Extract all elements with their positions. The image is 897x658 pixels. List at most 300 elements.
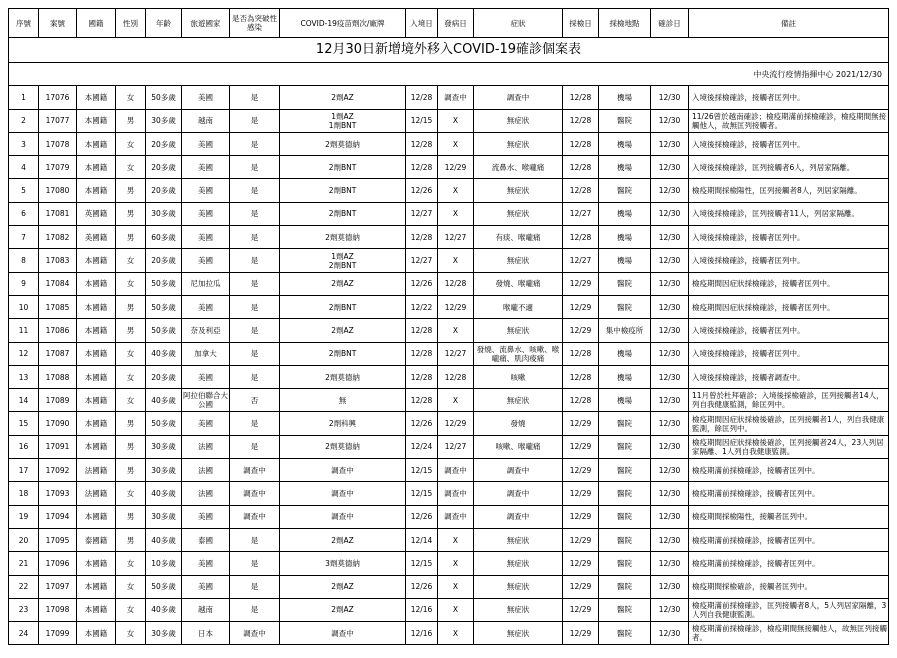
confirm-date: 12/30	[651, 319, 689, 342]
table-row	[9, 249, 889, 272]
vaccine: 無	[280, 389, 406, 412]
entry-date: 12/24	[406, 435, 438, 458]
sex: 女	[116, 575, 146, 598]
age-group: 30多歲	[146, 109, 182, 132]
travel-country: 阿拉伯聯合大公國	[182, 389, 230, 412]
onset-date: 12/29	[438, 412, 474, 435]
test-date: 12/29	[563, 435, 599, 458]
sex: 男	[116, 528, 146, 551]
row-number: 10	[9, 295, 39, 318]
test-date: 12/28	[563, 86, 599, 109]
nationality: 法國籍	[77, 482, 116, 505]
age-group: 30多歲	[146, 202, 182, 225]
breakthrough: 否	[230, 389, 280, 412]
case-id: 17091	[39, 435, 77, 458]
remarks: 檢疫期間採檢確診，接觸者匡列中。	[689, 575, 889, 598]
sex: 女	[116, 598, 146, 621]
entry-date: 12/26	[406, 179, 438, 202]
column-header: 入境日	[406, 9, 438, 38]
test-date: 12/29	[563, 319, 599, 342]
vaccine: 2劑AZ	[280, 528, 406, 551]
travel-country: 越南	[182, 109, 230, 132]
test-place: 醫院	[599, 295, 651, 318]
sex: 女	[116, 272, 146, 295]
symptoms: 無症狀	[474, 622, 563, 645]
nationality: 本國籍	[77, 435, 116, 458]
case-id: 17098	[39, 598, 77, 621]
confirm-date: 12/30	[651, 552, 689, 575]
age-group: 30多歲	[146, 622, 182, 645]
travel-country: 美國	[182, 365, 230, 388]
symptoms: 調查中	[474, 482, 563, 505]
sex: 男	[116, 295, 146, 318]
test-place: 機場	[599, 156, 651, 179]
test-place: 醫院	[599, 552, 651, 575]
entry-date: 12/14	[406, 528, 438, 551]
age-group: 20多歲	[146, 365, 182, 388]
entry-date: 12/28	[406, 389, 438, 412]
travel-country: 美國	[182, 86, 230, 109]
age-group: 40多歲	[146, 389, 182, 412]
table-row	[9, 319, 889, 342]
remarks: 檢疫期間採檢陽性，接觸者匡列中。	[689, 505, 889, 528]
onset-date: X	[438, 598, 474, 621]
test-date: 12/28	[563, 109, 599, 132]
onset-date: X	[438, 202, 474, 225]
breakthrough: 是	[230, 435, 280, 458]
case-id: 17086	[39, 319, 77, 342]
symptoms: 發燒、流鼻水、咳嗽、喉嚨痛、肌肉痠痛	[474, 342, 563, 365]
remarks: 入境後採檢確診，匡列接觸者6人，列居家隔離。	[689, 156, 889, 179]
remarks: 檢疫期間因症狀採檢後確診，匡列接觸者24人，23人列居家隔離、1人列自我健康監測。	[689, 435, 889, 458]
row-number: 16	[9, 435, 39, 458]
breakthrough: 是	[230, 109, 280, 132]
sex: 女	[116, 552, 146, 575]
source-line: 中央流行疫情指揮中心 2021/12/30	[9, 63, 889, 86]
case-id: 17094	[39, 505, 77, 528]
onset-date: X	[438, 132, 474, 155]
vaccine: 2劑AZ	[280, 86, 406, 109]
nationality: 本國籍	[77, 365, 116, 388]
test-date: 12/27	[563, 249, 599, 272]
vaccine: 2劑科興	[280, 412, 406, 435]
remarks: 檢疫期間因症狀採檢後確診，匡列接觸者1人，列自我健康監測，餘匡列中。	[689, 412, 889, 435]
nationality: 本國籍	[77, 179, 116, 202]
test-date: 12/29	[563, 575, 599, 598]
table-row	[9, 342, 889, 365]
confirm-date: 12/30	[651, 412, 689, 435]
table-row	[9, 389, 889, 412]
age-group: 20多歲	[146, 132, 182, 155]
table-row	[9, 295, 889, 318]
row-number: 23	[9, 598, 39, 621]
onset-date: X	[438, 552, 474, 575]
row-number: 24	[9, 622, 39, 645]
case-id: 17082	[39, 226, 77, 249]
breakthrough: 是	[230, 575, 280, 598]
confirm-date: 12/30	[651, 622, 689, 645]
confirm-date: 12/30	[651, 482, 689, 505]
table-row	[9, 505, 889, 528]
table-row	[9, 482, 889, 505]
sex: 男	[116, 505, 146, 528]
remarks: 入境後採檢確診，接觸者調查中。	[689, 365, 889, 388]
test-date: 12/28	[563, 156, 599, 179]
travel-country: 美國	[182, 202, 230, 225]
vaccine: 2劑AZ	[280, 319, 406, 342]
remarks: 檢疫期滿前採檢確診，接觸者匡列中。	[689, 482, 889, 505]
entry-date: 12/28	[406, 86, 438, 109]
remarks: 檢疫期間因症狀採檢確診，接觸者匡列中。	[689, 295, 889, 318]
confirm-date: 12/30	[651, 598, 689, 621]
case-id: 17081	[39, 202, 77, 225]
onset-date: 12/27	[438, 435, 474, 458]
vaccine: 3劑莫德納	[280, 552, 406, 575]
remarks: 檢疫期滿前採檢確診，接觸者匡列中。	[689, 528, 889, 551]
row-number: 1	[9, 86, 39, 109]
case-id: 17089	[39, 389, 77, 412]
travel-country: 美國	[182, 132, 230, 155]
test-date: 12/28	[563, 365, 599, 388]
sex: 男	[116, 319, 146, 342]
sex: 男	[116, 202, 146, 225]
confirm-date: 12/30	[651, 389, 689, 412]
vaccine: 調查中	[280, 622, 406, 645]
test-place: 機場	[599, 202, 651, 225]
test-place: 醫院	[599, 575, 651, 598]
column-header: 是否為突破性感染	[230, 9, 280, 38]
case-id: 17095	[39, 528, 77, 551]
symptoms: 無症狀	[474, 552, 563, 575]
symptoms: 發燒	[474, 412, 563, 435]
entry-date: 12/26	[406, 412, 438, 435]
onset-date: 12/28	[438, 272, 474, 295]
breakthrough: 是	[230, 365, 280, 388]
onset-date: X	[438, 389, 474, 412]
age-group: 50多歲	[146, 295, 182, 318]
test-place: 集中檢疫所	[599, 319, 651, 342]
nationality: 本國籍	[77, 575, 116, 598]
travel-country: 泰國	[182, 528, 230, 551]
test-date: 12/29	[563, 272, 599, 295]
nationality: 本國籍	[77, 598, 116, 621]
column-header: 案號	[39, 9, 77, 38]
nationality: 本國籍	[77, 86, 116, 109]
case-id: 17085	[39, 295, 77, 318]
vaccine: 調查中	[280, 505, 406, 528]
age-group: 40多歲	[146, 528, 182, 551]
test-date: 12/29	[563, 482, 599, 505]
onset-date: X	[438, 575, 474, 598]
breakthrough: 調查中	[230, 482, 280, 505]
table-row	[9, 365, 889, 388]
age-group: 30多歲	[146, 505, 182, 528]
sex: 女	[116, 156, 146, 179]
symptoms: 有痰、喉嚨痛	[474, 226, 563, 249]
row-number: 21	[9, 552, 39, 575]
test-date: 12/28	[563, 226, 599, 249]
case-id: 17087	[39, 342, 77, 365]
confirm-date: 12/30	[651, 365, 689, 388]
confirm-date: 12/30	[651, 179, 689, 202]
confirm-date: 12/30	[651, 575, 689, 598]
row-number: 12	[9, 342, 39, 365]
vaccine: 2劑BNT	[280, 295, 406, 318]
age-group: 40多歲	[146, 598, 182, 621]
onset-date: 調查中	[438, 459, 474, 482]
table-body	[9, 86, 889, 645]
breakthrough: 調查中	[230, 505, 280, 528]
row-number: 17	[9, 459, 39, 482]
entry-date: 12/28	[406, 132, 438, 155]
breakthrough: 是	[230, 295, 280, 318]
test-place: 機場	[599, 365, 651, 388]
test-date: 12/27	[563, 202, 599, 225]
symptoms: 調查中	[474, 505, 563, 528]
remarks: 檢疫期滿前採檢確診，接觸者匡列中。	[689, 552, 889, 575]
vaccine: 2劑AZ	[280, 272, 406, 295]
age-group: 30多歲	[146, 459, 182, 482]
case-id: 17078	[39, 132, 77, 155]
vaccine: 2劑BNT	[280, 342, 406, 365]
test-place: 醫院	[599, 435, 651, 458]
age-group: 50多歲	[146, 272, 182, 295]
vaccine: 2劑莫德納	[280, 132, 406, 155]
age-group: 50多歲	[146, 86, 182, 109]
breakthrough: 是	[230, 132, 280, 155]
age-group: 20多歲	[146, 156, 182, 179]
vaccine: 1劑AZ 1劑BNT	[280, 109, 406, 132]
symptoms: 喉嚨不適	[474, 295, 563, 318]
test-place: 醫院	[599, 622, 651, 645]
sex: 女	[116, 389, 146, 412]
sex: 女	[116, 249, 146, 272]
breakthrough: 是	[230, 342, 280, 365]
entry-date: 12/28	[406, 365, 438, 388]
breakthrough: 調查中	[230, 622, 280, 645]
entry-date: 12/22	[406, 295, 438, 318]
table-row	[9, 528, 889, 551]
breakthrough: 是	[230, 179, 280, 202]
onset-date: 調查中	[438, 505, 474, 528]
symptoms: 流鼻水、喉嚨痛	[474, 156, 563, 179]
test-place: 醫院	[599, 505, 651, 528]
row-number: 4	[9, 156, 39, 179]
symptoms: 咳嗽	[474, 365, 563, 388]
test-place: 機場	[599, 342, 651, 365]
sex: 女	[116, 132, 146, 155]
table-row	[9, 435, 889, 458]
travel-country: 加拿大	[182, 342, 230, 365]
age-group: 50多歲	[146, 319, 182, 342]
column-header: 備註	[689, 9, 889, 38]
travel-country: 法國	[182, 459, 230, 482]
test-place: 機場	[599, 249, 651, 272]
test-date: 12/28	[563, 179, 599, 202]
vaccine: 2劑AZ	[280, 598, 406, 621]
case-table-sheet	[8, 8, 888, 645]
onset-date: X	[438, 528, 474, 551]
table-row	[9, 459, 889, 482]
test-date: 12/29	[563, 295, 599, 318]
test-place: 醫院	[599, 179, 651, 202]
age-group: 20多歲	[146, 179, 182, 202]
travel-country: 美國	[182, 179, 230, 202]
symptoms: 無症狀	[474, 249, 563, 272]
case-id: 17083	[39, 249, 77, 272]
table-row	[9, 226, 889, 249]
nationality: 本國籍	[77, 132, 116, 155]
test-place: 醫院	[599, 482, 651, 505]
onset-date: X	[438, 179, 474, 202]
confirm-date: 12/30	[651, 132, 689, 155]
travel-country: 美國	[182, 575, 230, 598]
case-id: 17090	[39, 412, 77, 435]
breakthrough: 是	[230, 86, 280, 109]
test-date: 12/29	[563, 459, 599, 482]
test-place: 醫院	[599, 528, 651, 551]
table-row	[9, 109, 889, 132]
row-number: 9	[9, 272, 39, 295]
nationality: 本國籍	[77, 552, 116, 575]
test-date: 12/29	[563, 528, 599, 551]
row-number: 15	[9, 412, 39, 435]
nationality: 美國籍	[77, 226, 116, 249]
onset-date: X	[438, 249, 474, 272]
table-row	[9, 156, 889, 179]
case-id: 17093	[39, 482, 77, 505]
symptoms: 調查中	[474, 86, 563, 109]
column-header: 國籍	[77, 9, 116, 38]
sex: 男	[116, 179, 146, 202]
travel-country: 美國	[182, 505, 230, 528]
nationality: 本國籍	[77, 622, 116, 645]
vaccine: 2劑BNT	[280, 156, 406, 179]
onset-date: 12/27	[438, 226, 474, 249]
travel-country: 美國	[182, 226, 230, 249]
entry-date: 12/27	[406, 202, 438, 225]
test-place: 機場	[599, 389, 651, 412]
onset-date: 12/27	[438, 342, 474, 365]
remarks: 檢疫期間因症狀採檢確診，接觸者匡列中。	[689, 272, 889, 295]
confirm-date: 12/30	[651, 459, 689, 482]
breakthrough: 是	[230, 202, 280, 225]
vaccine: 2劑AZ	[280, 575, 406, 598]
nationality: 本國籍	[77, 412, 116, 435]
onset-date: X	[438, 622, 474, 645]
symptoms: 無症狀	[474, 389, 563, 412]
test-place: 醫院	[599, 109, 651, 132]
sex: 女	[116, 622, 146, 645]
test-date: 12/29	[563, 505, 599, 528]
confirm-date: 12/30	[651, 156, 689, 179]
remarks: 入境後採檢確診，接觸者匡列中。	[689, 86, 889, 109]
age-group: 40多歲	[146, 482, 182, 505]
table-row	[9, 202, 889, 225]
case-id: 17096	[39, 552, 77, 575]
nationality: 本國籍	[77, 156, 116, 179]
row-number: 20	[9, 528, 39, 551]
travel-country: 法國	[182, 482, 230, 505]
nationality: 英國籍	[77, 202, 116, 225]
breakthrough: 調查中	[230, 459, 280, 482]
symptoms: 無症狀	[474, 528, 563, 551]
entry-date: 12/15	[406, 109, 438, 132]
breakthrough: 是	[230, 319, 280, 342]
nationality: 本國籍	[77, 389, 116, 412]
test-date: 12/28	[563, 389, 599, 412]
row-number: 5	[9, 179, 39, 202]
travel-country: 美國	[182, 552, 230, 575]
column-header: 發病日	[438, 9, 474, 38]
entry-date: 12/15	[406, 459, 438, 482]
confirm-date: 12/30	[651, 226, 689, 249]
symptoms: 咳嗽、喉嚨痛	[474, 435, 563, 458]
symptoms: 無症狀	[474, 179, 563, 202]
column-header: 年齡	[146, 9, 182, 38]
travel-country: 越南	[182, 598, 230, 621]
entry-date: 12/28	[406, 319, 438, 342]
nationality: 本國籍	[77, 342, 116, 365]
vaccine: 1劑AZ 2劑BNT	[280, 249, 406, 272]
nationality: 本國籍	[77, 319, 116, 342]
onset-date: 調查中	[438, 86, 474, 109]
entry-date: 12/15	[406, 482, 438, 505]
nationality: 法國籍	[77, 459, 116, 482]
row-number: 8	[9, 249, 39, 272]
confirm-date: 12/30	[651, 202, 689, 225]
remarks: 入境後採檢確診，匡列接觸者11人，列居家隔離。	[689, 202, 889, 225]
remarks: 11月曾於杜拜確診；入境後採檢確診，匡列接觸者14人，列自我健康監測，餘匡列中。	[689, 389, 889, 412]
remarks: 入境後採檢確診，接觸者匡列中。	[689, 132, 889, 155]
remarks: 入境後採檢確診，接觸者匡列中。	[689, 226, 889, 249]
test-date: 12/29	[563, 622, 599, 645]
case-id: 17099	[39, 622, 77, 645]
age-group: 50多歲	[146, 575, 182, 598]
breakthrough: 是	[230, 552, 280, 575]
entry-date: 12/16	[406, 598, 438, 621]
test-place: 機場	[599, 86, 651, 109]
case-table	[8, 8, 889, 645]
column-header: 採檢地點	[599, 9, 651, 38]
age-group: 50多歲	[146, 412, 182, 435]
row-number: 11	[9, 319, 39, 342]
table-row	[9, 132, 889, 155]
onset-date: X	[438, 319, 474, 342]
case-id: 17077	[39, 109, 77, 132]
test-date: 12/29	[563, 598, 599, 621]
onset-date: 12/28	[438, 365, 474, 388]
remarks: 檢疫期間採檢陽性，匡列接觸者8人，列居家隔離。	[689, 179, 889, 202]
case-id: 17097	[39, 575, 77, 598]
nationality: 本國籍	[77, 249, 116, 272]
remarks: 入境後採檢確診，接觸者匡列中。	[689, 319, 889, 342]
remarks: 檢疫期滿前採檢確診，檢疫期間無接觸他人，故無匡列接觸者。	[689, 622, 889, 645]
row-number: 18	[9, 482, 39, 505]
test-place: 機場	[599, 226, 651, 249]
row-number: 13	[9, 365, 39, 388]
column-header: 症狀	[474, 9, 563, 38]
test-place: 醫院	[599, 412, 651, 435]
entry-date: 12/15	[406, 552, 438, 575]
remarks: 入境後採檢確診，接觸者匡列中。	[689, 249, 889, 272]
table-row	[9, 86, 889, 109]
symptoms: 調查中	[474, 459, 563, 482]
travel-country: 美國	[182, 249, 230, 272]
entry-date: 12/28	[406, 156, 438, 179]
onset-date: 調查中	[438, 482, 474, 505]
case-id: 17084	[39, 272, 77, 295]
